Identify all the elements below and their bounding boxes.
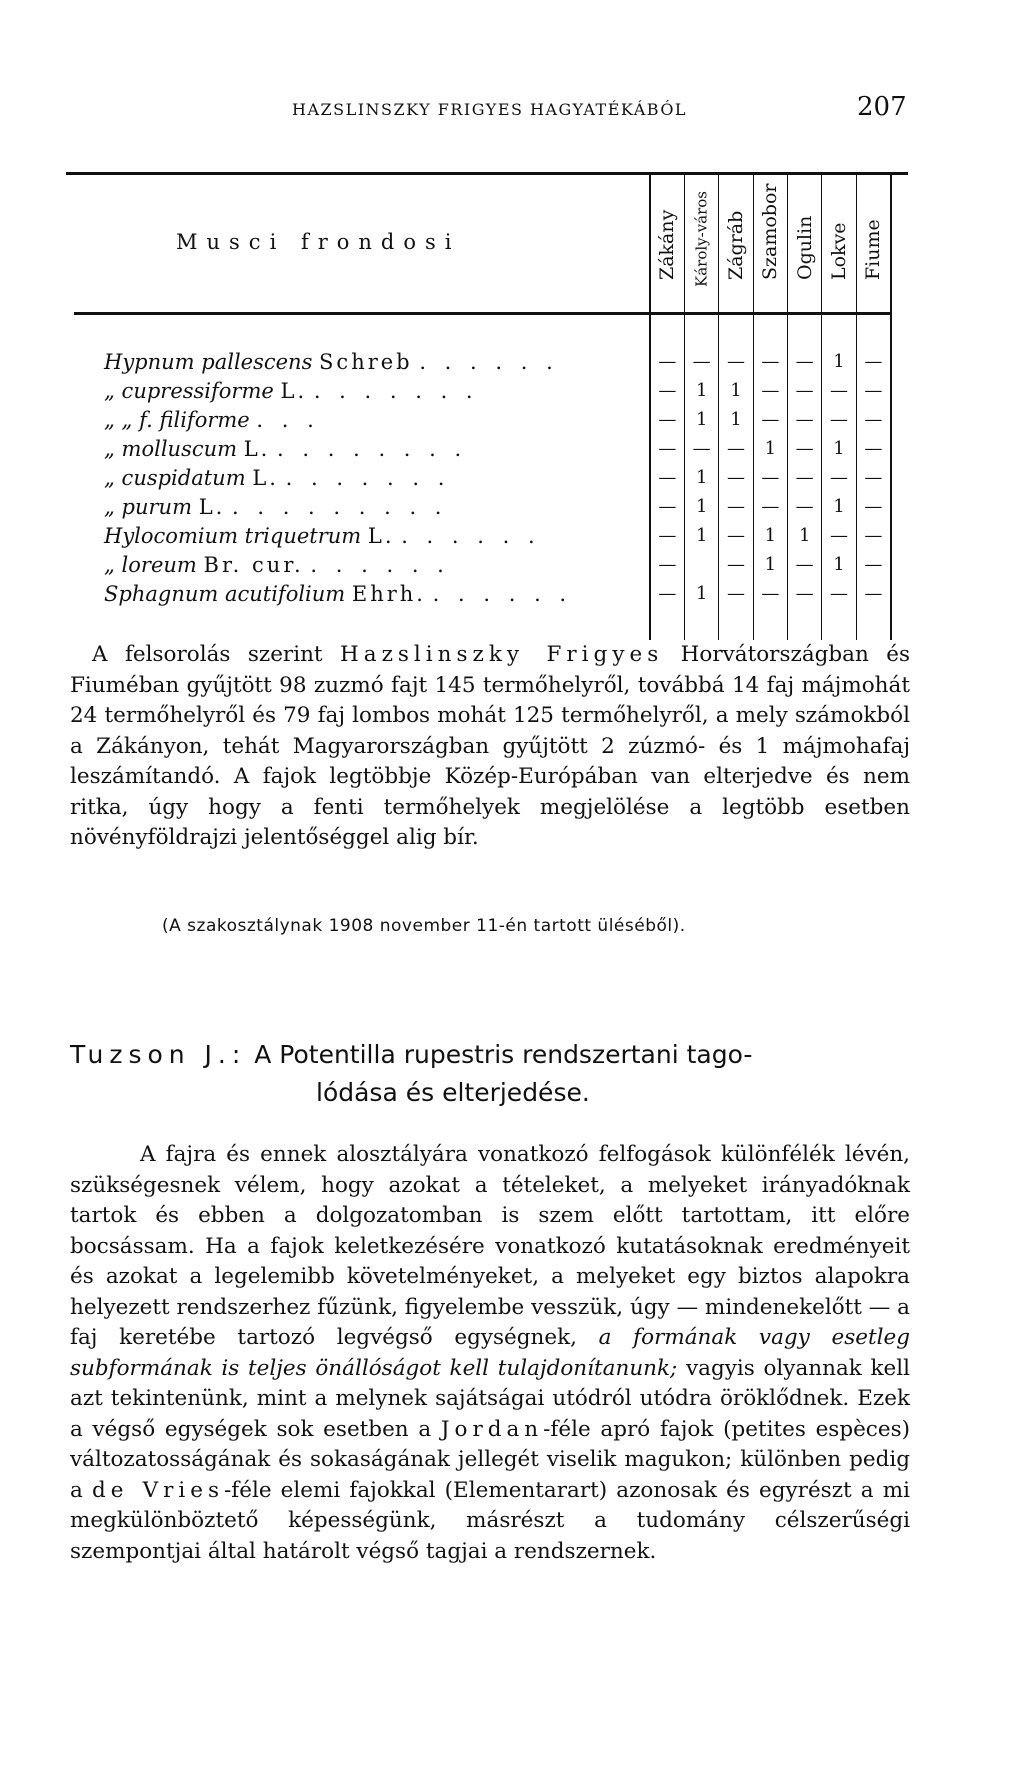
spacer-cell xyxy=(788,314,822,348)
occurrence-cell: — xyxy=(650,521,685,550)
leader-dots: . . . . . . xyxy=(310,552,450,577)
occurrence-cell: — xyxy=(788,579,822,608)
occurrence-cell: — xyxy=(650,579,685,608)
species-name: „ molluscum xyxy=(104,436,238,461)
species-table xyxy=(74,172,892,640)
jordan-name: Jordan xyxy=(440,1416,544,1442)
species-author: Br. cur. xyxy=(203,552,304,577)
spacer-cell xyxy=(753,314,787,348)
table-spacer xyxy=(74,314,891,348)
occurrence-cell: — xyxy=(650,347,685,376)
column-header-location xyxy=(753,172,787,314)
table-row xyxy=(74,376,891,405)
column-header-location xyxy=(822,172,856,314)
page-header xyxy=(0,92,1024,132)
location-label: Zágráb xyxy=(725,210,747,280)
table-row xyxy=(74,492,891,521)
species-author: Schreb xyxy=(319,349,413,374)
column-header-location xyxy=(856,172,891,314)
session-note: (A szakosztálynak 1908 november 11-én tartott üléséből). xyxy=(162,916,686,936)
spacer-cell xyxy=(74,314,650,348)
occurrence-cell: — xyxy=(822,405,856,434)
table-row xyxy=(74,434,891,463)
leader-dots: . . . . . . xyxy=(419,349,559,374)
occurrence-cell: 1 xyxy=(685,463,719,492)
table-row xyxy=(74,463,891,492)
spacer-cell xyxy=(856,608,891,640)
species-name: Sphagnum acutifolium xyxy=(104,581,346,606)
distribution-table xyxy=(66,172,892,617)
species-name: „ „ f. filiforme xyxy=(104,407,250,432)
species-name: Hypnum pallescens xyxy=(104,349,313,374)
occurrence-cell: — xyxy=(856,463,891,492)
occurrence-cell: — xyxy=(788,347,822,376)
location-label: Károly-város xyxy=(692,190,711,287)
occurrence-cell: — xyxy=(856,579,891,608)
leader-dots: . . . . . . . . . xyxy=(232,494,448,519)
location-label: Ogulin xyxy=(793,215,816,280)
occurrence-cell: — xyxy=(788,434,822,463)
running-head: HAZSLINSZKY FRIGYES HAGYATÉKÁBÓL xyxy=(292,100,688,119)
leader-dots: . . . xyxy=(256,407,320,432)
leader-dots: . . . . . . . . xyxy=(277,436,468,461)
table-spacer xyxy=(74,608,891,640)
occurrence-cell: — xyxy=(719,579,753,608)
occurrence-cell: 1 xyxy=(822,492,856,521)
occurrence-cell: 1 xyxy=(685,492,719,521)
occurrence-cell: — xyxy=(753,463,787,492)
occurrence-cell: — xyxy=(719,347,753,376)
p2-part4: -féle elemi fajokkal (Elementarart) azonosak és egyrészt a mi megkülönböztető képességünk, másrészt a tudomány célszerűségi szempontjai által határolt végső tagjai a rendszernek. xyxy=(70,1477,911,1564)
table-header-row xyxy=(74,172,891,314)
occurrence-cell: — xyxy=(753,492,787,521)
occurrence-cell: — xyxy=(856,405,891,434)
article-author: Tuzson J.: xyxy=(70,1040,247,1069)
species-cell xyxy=(74,579,650,608)
column-header-location xyxy=(650,172,685,314)
species-name: „ cuspidatum xyxy=(104,465,246,490)
spacer-cell xyxy=(822,314,856,348)
collector-name: Hazslinszky Frigyes xyxy=(340,642,664,667)
spacer-cell xyxy=(856,314,891,348)
species-cell xyxy=(74,347,650,376)
species-author: L. xyxy=(280,378,308,403)
table-title: Musci frondosi xyxy=(74,172,650,314)
occurrence-cell: 1 xyxy=(753,550,787,579)
location-label: Zákány xyxy=(656,209,679,280)
occurrence-cell: 1 xyxy=(719,405,753,434)
occurrence-cell: 1 xyxy=(753,434,787,463)
occurrence-cell: — xyxy=(788,550,822,579)
location-label: Fiume xyxy=(862,219,885,280)
occurrence-cell: 1 xyxy=(685,405,719,434)
occurrence-cell: 1 xyxy=(685,579,719,608)
species-name: „ loreum xyxy=(104,552,197,577)
paragraph-body xyxy=(70,1140,910,1567)
species-name: Hylocomium triquetrum xyxy=(104,523,362,548)
species-cell xyxy=(74,521,650,550)
occurrence-cell: — xyxy=(822,521,856,550)
spacer-cell xyxy=(788,608,822,640)
occurrence-cell: — xyxy=(719,521,753,550)
occurrence-cell: — xyxy=(650,434,685,463)
occurrence-cell: 1 xyxy=(788,521,822,550)
occurrence-cell: 1 xyxy=(822,434,856,463)
table-row xyxy=(74,347,891,376)
occurrence-cell: — xyxy=(650,405,685,434)
occurrence-cell: — xyxy=(788,463,822,492)
column-header-location xyxy=(719,172,753,314)
occurrence-cell: — xyxy=(685,347,719,376)
p1-post: Horvátországban és Fiuméban gyűjtött 98 zuzmó fajt 145 termőhelyről, továbbá 14 faj májmohát 24 termőhelyről és 79 faj lombos mohát 125 termőhelyről, a mely számokból a Zákányon, tehát Magyarországban gyűjtött 2 zúzmó- és 1 májmohafaj leszámítandó. A fajok legtöbbje Közép-Európában van elterjedve és nem ritka, úgy hogy a fenti termőhelyek megjelölése a legtöbb esetben növényföldrajzi jelentőséggel alig bír. xyxy=(70,642,910,850)
devries-name: de Vries xyxy=(91,1477,225,1503)
occurrence-cell xyxy=(685,550,719,579)
species-author: Ehrh. xyxy=(351,581,426,606)
occurrence-cell: — xyxy=(822,376,856,405)
occurrence-cell: 1 xyxy=(685,376,719,405)
leader-dots: . . . . . . xyxy=(432,581,573,606)
occurrence-cell: — xyxy=(753,405,787,434)
occurrence-cell: — xyxy=(650,376,685,405)
occurrence-cell: 1 xyxy=(685,521,719,550)
article-title-line1: A Potentilla rupestris rendszertani tago- xyxy=(254,1040,753,1069)
page-number: 207 xyxy=(857,92,907,122)
species-cell xyxy=(74,463,650,492)
occurrence-cell: — xyxy=(788,376,822,405)
occurrence-cell: 1 xyxy=(822,347,856,376)
occurrence-cell: 1 xyxy=(719,376,753,405)
leader-dots: . . . . . . . xyxy=(313,378,479,403)
column-header-location xyxy=(788,172,822,314)
occurrence-cell: — xyxy=(685,434,719,463)
occurrence-cell: — xyxy=(822,579,856,608)
species-cell xyxy=(74,492,650,521)
occurrence-cell: — xyxy=(719,550,753,579)
occurrence-cell: — xyxy=(856,434,891,463)
spacer-cell xyxy=(650,314,685,348)
species-cell xyxy=(74,434,650,463)
spacer-cell xyxy=(753,608,787,640)
occurrence-cell: — xyxy=(856,376,891,405)
spacer-cell xyxy=(74,608,650,640)
spacer-cell xyxy=(685,608,719,640)
species-name: „ cupressiforme xyxy=(104,378,274,403)
table-row xyxy=(74,550,891,579)
spacer-cell xyxy=(719,608,753,640)
occurrence-cell: — xyxy=(856,347,891,376)
occurrence-cell: 1 xyxy=(822,550,856,579)
occurrence-cell: — xyxy=(719,463,753,492)
spacer-cell xyxy=(685,314,719,348)
p2-part1: A fajra és ennek alosztályára vonatkozó felfogások különfélék lévén, szükségesnek vélem, hogy azokat a tételeket, a melyeket irányadóknak tartok és ebben a dolgozatomban is szem előtt tartottam, itt előre bocsássam. Ha a fajok keletkezésére vonatkozó kutatásoknak eredményeit és azokat a legelemibb követelményeket, a melyeket egy biztos alapokra helyezett rendszerhez fűzünk, figyelembe vesszük, úgy — mindenekelőtt — a faj keretébe tartozó legvégső egységnek, xyxy=(70,1142,910,1350)
occurrence-cell: — xyxy=(719,492,753,521)
table-row xyxy=(74,579,891,608)
p2-part3: -féle apró fajok (petites espèces) változatosságának és sokaságának jellegét viselik magukon; különben pedig a xyxy=(70,1416,910,1503)
p2-part2: vagyis olyannak kell azt tekintenünk, mint a melynek sajátságai utódról utódra öröklődnek. Ezek a végső egységek sok esetben a xyxy=(70,1355,910,1442)
leader-dots: . . . . . . xyxy=(401,523,541,548)
occurrence-cell: — xyxy=(650,550,685,579)
location-label: Szamobor xyxy=(759,183,782,280)
occurrence-cell: 1 xyxy=(753,521,787,550)
occurrence-cell: — xyxy=(822,463,856,492)
table-row xyxy=(74,521,891,550)
occurrence-cell: — xyxy=(856,492,891,521)
article-title xyxy=(70,1036,910,1112)
column-header-location xyxy=(685,172,719,314)
location-label: Lokve xyxy=(827,222,850,280)
occurrence-cell: — xyxy=(753,376,787,405)
occurrence-cell: — xyxy=(788,492,822,521)
occurrence-cell: — xyxy=(719,434,753,463)
species-cell xyxy=(74,550,650,579)
occurrence-cell: — xyxy=(650,492,685,521)
species-author: L. xyxy=(243,436,271,461)
leader-dots: . . . . . . . xyxy=(285,465,451,490)
paragraph-summary xyxy=(70,640,910,854)
occurrence-cell: — xyxy=(788,405,822,434)
table-row xyxy=(74,405,891,434)
species-cell xyxy=(74,405,650,434)
spacer-cell xyxy=(719,314,753,348)
spacer-cell xyxy=(650,608,685,640)
species-author: L. xyxy=(367,523,395,548)
occurrence-cell: — xyxy=(856,521,891,550)
spacer-cell xyxy=(822,608,856,640)
species-author: L. xyxy=(252,465,279,490)
article-title-line2: lódása és elterjedése. xyxy=(316,1078,590,1107)
occurrence-cell: — xyxy=(753,579,787,608)
p1-pre: A felsorolás szerint xyxy=(92,642,340,667)
occurrence-cell: — xyxy=(650,463,685,492)
species-cell xyxy=(74,376,650,405)
occurrence-cell: — xyxy=(856,550,891,579)
occurrence-cell: — xyxy=(753,347,787,376)
species-author: L. xyxy=(198,494,226,519)
p2-italic: a formának vagy esetleg subformának is teljes önállóságot kell tulajdonítanunk; xyxy=(70,1325,910,1381)
species-name: „ purum xyxy=(104,494,192,519)
